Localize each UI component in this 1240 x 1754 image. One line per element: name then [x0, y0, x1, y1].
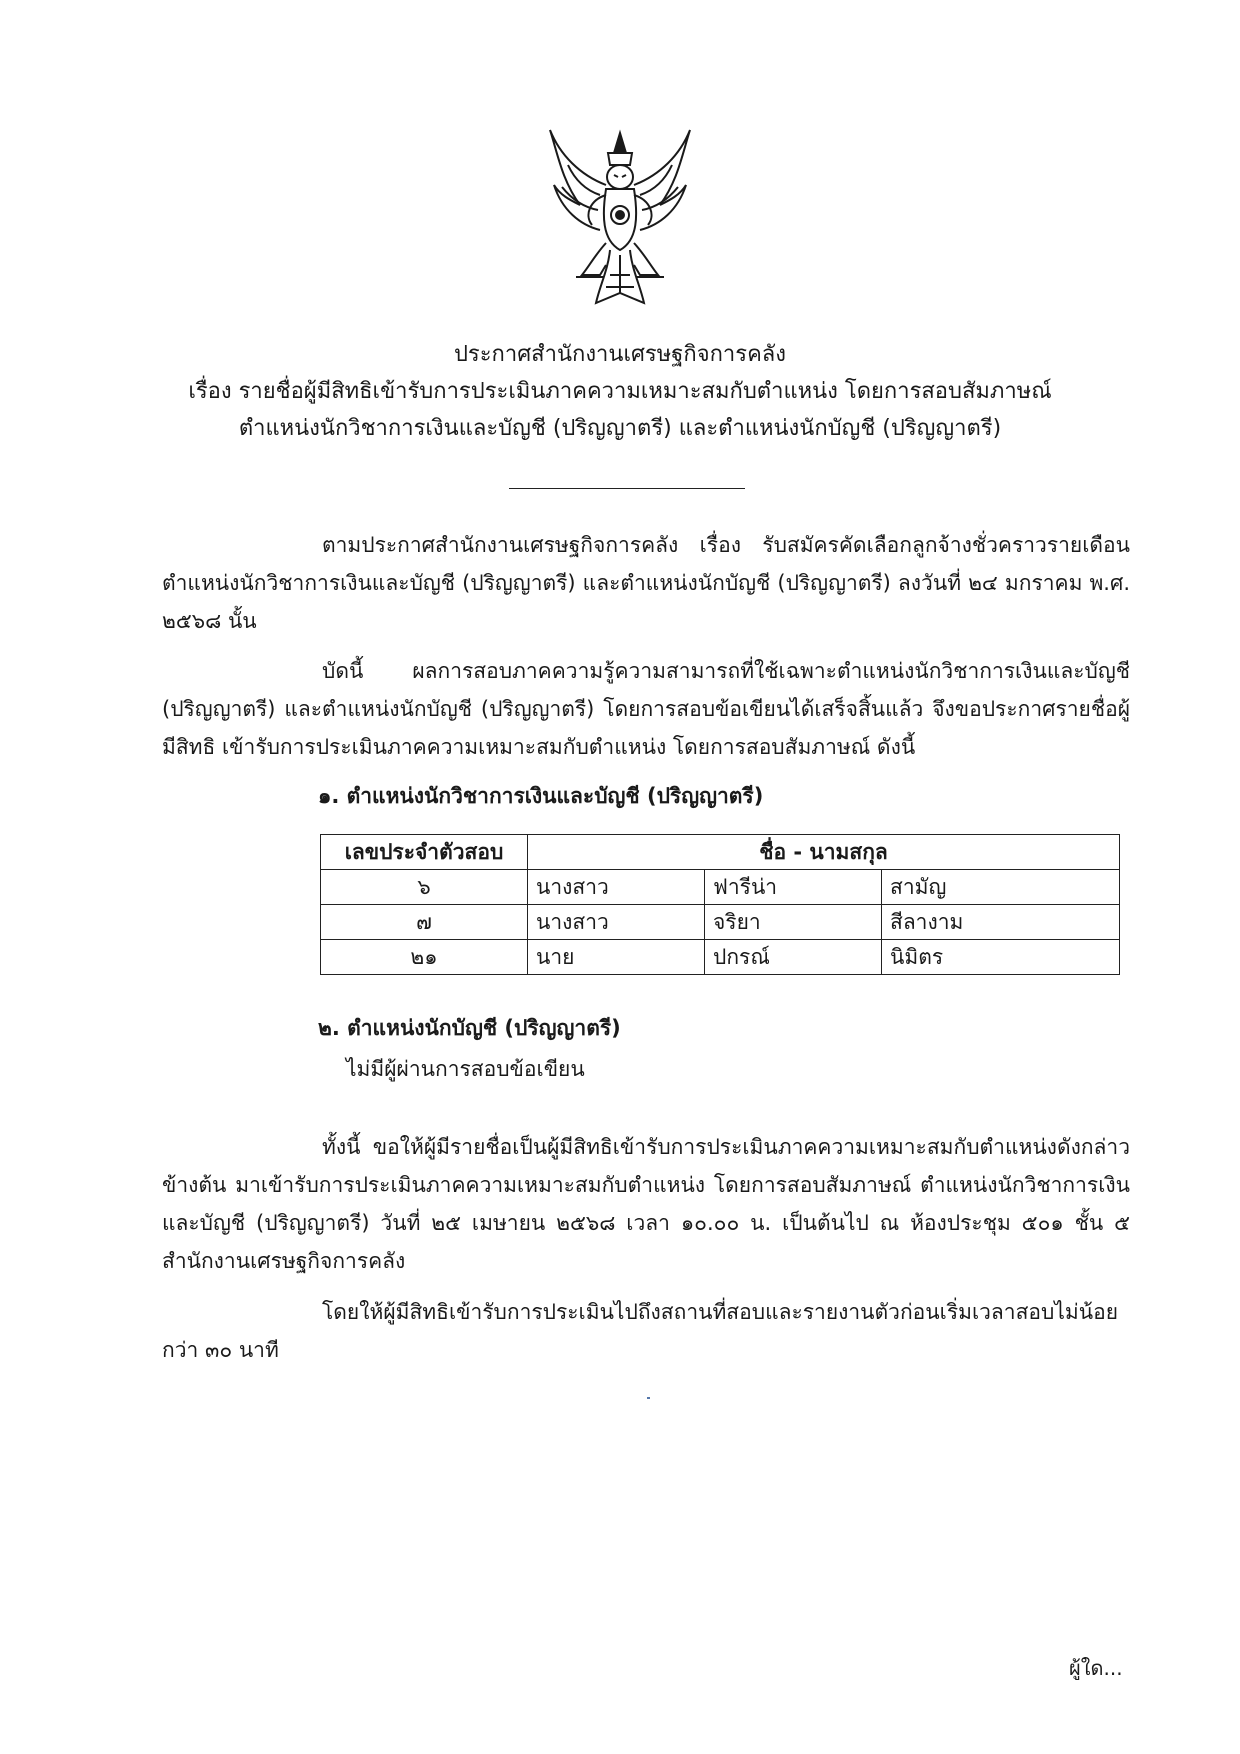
header-divider: [509, 488, 745, 489]
paragraph-reporting-time: โดยให้ผู้มีสิทธิเข้ารับการประเมินไปถึงสถานที่สอบและรายงานตัวก่อนเริ่มเวลาสอบไม่น้อยกว่า ๓๐ นาที: [162, 1300, 1119, 1362]
paragraph-results: บัดนี้ ผลการสอบภาคความรู้ความสามารถที่ใช้เฉพาะตำแหน่งนักวิชาการเงินและบัญชี (ปริญญาตรี) และตำแหน่งนักบัญชี (ปริญญาตรี) โดยการสอบข้อเขียนได้เสร็จสิ้นแล้ว จึงขอประกาศรายชื่อผู้มีสิทธิ เข้ารับการประเมินภาคความเหมาะสมกับตำแหน่ง โดยการสอบสัมภาษณ์ ดังนี้: [162, 659, 1130, 759]
cell-title: นางสาว: [528, 870, 705, 905]
candidates-table: [320, 834, 1120, 975]
cell-exam-id: ๗: [321, 905, 528, 940]
table-row: [321, 870, 1120, 905]
cell-last-name: สามัญ: [882, 870, 1120, 905]
cell-first-name: จริยา: [705, 905, 882, 940]
cell-last-name: นิมิตร: [882, 940, 1120, 975]
scan-speck: [647, 1397, 650, 1399]
cell-title: นางสาว: [528, 905, 705, 940]
table-header-row: [321, 835, 1120, 870]
cell-exam-id: ๖: [321, 870, 528, 905]
column-header-full-name: ชื่อ - นามสกุล: [528, 835, 1120, 870]
paragraph-reference: ตามประกาศสำนักงานเศรษฐกิจการคลัง เรื่อง รับสมัครคัดเลือกลูกจ้างชั่วคราวรายเดือน ตำแหน่งนักวิชาการเงินและบัญชี (ปริญญาตรี) และตำแหน่งนักบัญชี (ปริญญาตรี) ลงวันที่ ๒๔ มกราคม พ.ศ. ๒๕๖๘ นั้น: [162, 533, 1130, 633]
table-row: [321, 905, 1120, 940]
cell-first-name: ฟารีน่า: [705, 870, 882, 905]
table-row: [321, 940, 1120, 975]
section-1-heading: ๑. ตำแหน่งนักวิชาการเงินและบัญชี (ปริญญาตรี): [318, 784, 764, 808]
continued-marker: ผู้ใด...: [1069, 1656, 1123, 1680]
section-2-note: ไม่มีผู้ผ่านการสอบข้อเขียน: [346, 1057, 585, 1081]
announcement-subject: เรื่อง รายชื่อผู้มีสิทธิเข้ารับการประเมินภาคความเหมาะสมกับตำแหน่ง โดยการสอบสัมภาษณ์: [188, 379, 1052, 404]
cell-exam-id: ๒๑: [321, 940, 528, 975]
section-2-heading: ๒. ตำแหน่งนักบัญชี (ปริญญาตรี): [318, 1016, 621, 1040]
announcement-title: ประกาศสำนักงานเศรษฐกิจการคลัง: [453, 342, 787, 367]
paragraph-interview-schedule: ทั้งนี้ ขอให้ผู้มีรายชื่อเป็นผู้มีสิทธิเข้ารับการประเมินภาคความเหมาะสมกับตำแหน่งดังกล่าว ข้างต้น มาเข้ารับการประเมินภาคความเหมาะสมกับตำแหน่ง โดยการสอบสัมภาษณ์ ตำแหน่งนักวิชาการเงิน และบัญชี (ปริญญาตรี) วันที่ ๒๕ เมษายน ๒๕๖๘ เวลา ๑๐.๐๐ น. เป็นต้นไป ณ ห้องประชุม ๕๐๑ ชั้น ๕ สำนักงานเศรษฐกิจการคลัง: [162, 1135, 1130, 1273]
cell-last-name: สีลางาม: [882, 905, 1120, 940]
garuda-emblem-icon: [540, 125, 700, 315]
column-header-exam-id: เลขประจำตัวสอบ: [321, 835, 528, 870]
cell-first-name: ปกรณ์: [705, 940, 882, 975]
announcement-positions: ตำแหน่งนักวิชาการเงินและบัญชี (ปริญญาตรี) และตำแหน่งนักบัญชี (ปริญญาตรี): [238, 416, 1002, 441]
cell-title: นาย: [528, 940, 705, 975]
